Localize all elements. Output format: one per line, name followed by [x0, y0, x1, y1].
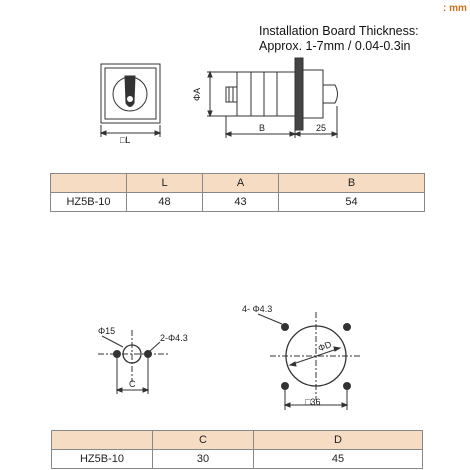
- label-phiA: ΦA: [192, 87, 202, 101]
- table-header-cell: [52, 431, 153, 450]
- table-cell: 48: [127, 193, 203, 212]
- table-header-row: [52, 431, 423, 450]
- table-header-cell: C: [153, 431, 254, 450]
- label-L: □L: [120, 135, 131, 145]
- label-25: 25: [316, 123, 327, 133]
- table-cell: 30: [153, 450, 254, 469]
- label-phi15: Φ15: [98, 326, 116, 336]
- table-row: [51, 193, 425, 212]
- table-header-row: [51, 174, 425, 193]
- label-C: C: [129, 379, 136, 389]
- side-view: [192, 58, 338, 138]
- label-4phi43: 4- Φ4.3: [242, 304, 273, 314]
- table-cell: HZ5B-10: [52, 450, 153, 469]
- spec-table-2: [51, 430, 423, 469]
- table-header-cell: A: [203, 174, 279, 193]
- table-row: [52, 450, 423, 469]
- spec-table-1: [50, 173, 425, 212]
- table-header-cell: B: [279, 174, 425, 193]
- label-phiD: ΦD: [316, 339, 333, 354]
- table-header-cell: [51, 174, 127, 193]
- table-cell: 43: [203, 193, 279, 212]
- note-line-1: Installation Board Thickness:: [259, 24, 419, 38]
- panel-cutout-view: [98, 326, 188, 394]
- table-header-cell: L: [127, 174, 203, 193]
- note-line-2: Approx. 1-7mm / 0.04-0.3in: [259, 39, 411, 53]
- table-cell: 45: [254, 450, 423, 469]
- table-cell: 54: [279, 193, 425, 212]
- front-view: [101, 64, 160, 145]
- panel-cutout-view-4-hole: [242, 304, 362, 410]
- label-36: □36: [305, 397, 321, 407]
- table-cell: HZ5B-10: [51, 193, 127, 212]
- label-2phi43: 2-Φ4.3: [160, 333, 188, 343]
- label-B: B: [259, 123, 266, 133]
- table-header-cell: D: [254, 431, 423, 450]
- unit-label: : mm: [443, 3, 467, 14]
